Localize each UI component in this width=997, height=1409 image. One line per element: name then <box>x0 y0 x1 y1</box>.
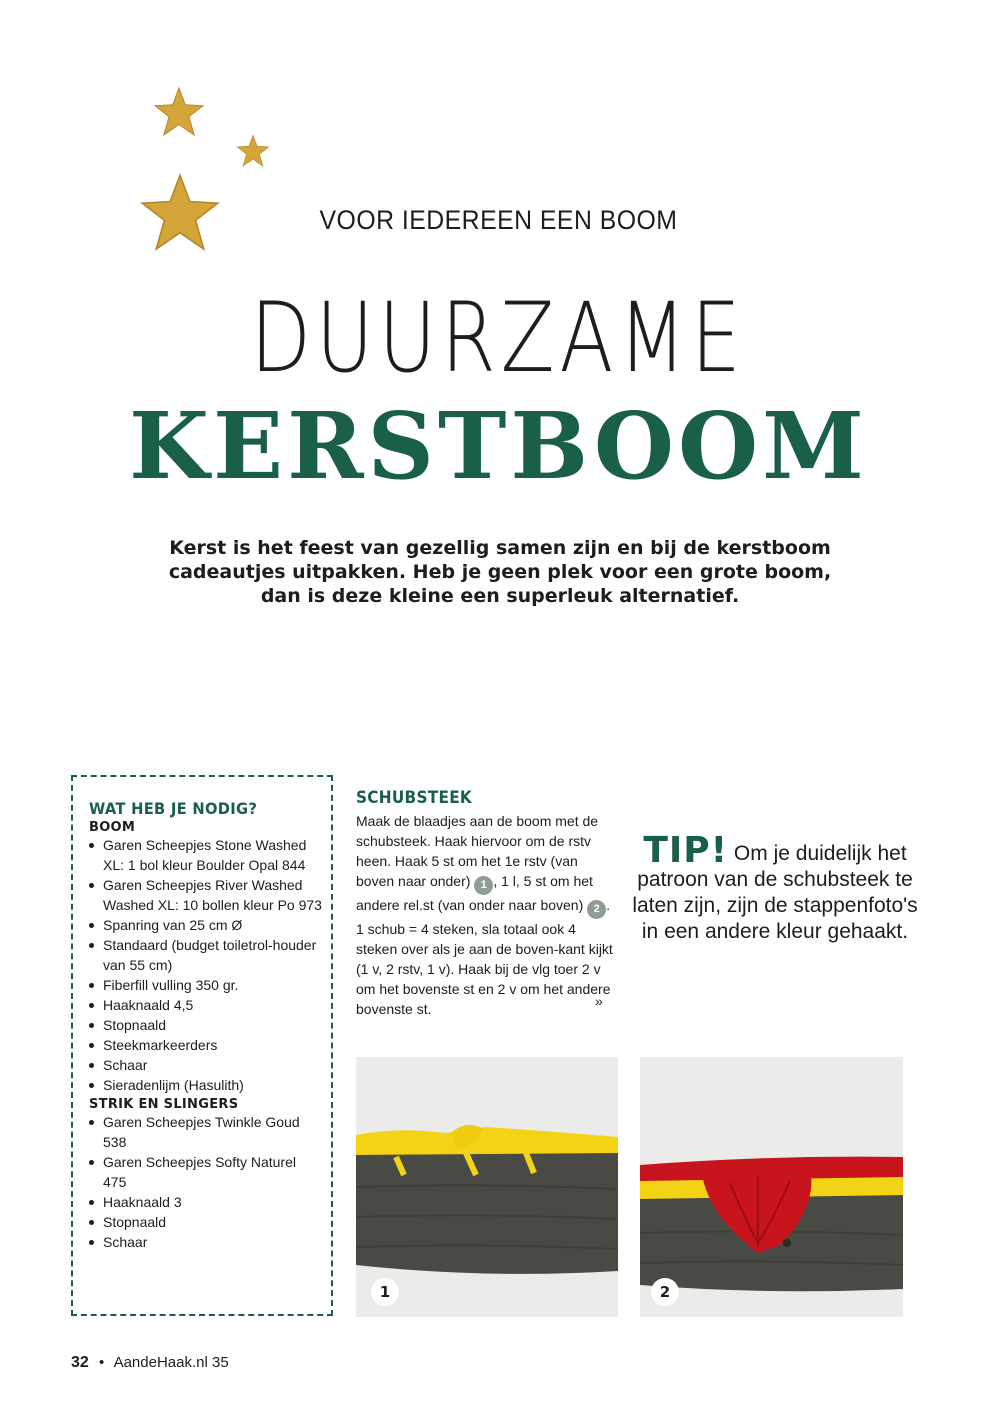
schubsteek-text-part: . 1 schub = 4 steken, sla totaal ook 4 steken over als je aan de boven-kant kijkt (1 v, 2 rstv, 1 v). Haak bij de vlg toer 2 v om het bovenste st en 2 v om het andere bovenste st. <box>356 897 613 1017</box>
step-badge: 2 <box>587 900 606 919</box>
list-item: Steekmarkeerders <box>89 1035 323 1055</box>
list-item: Garen Scheepjes River Washed Washed XL: 10 bollen kleur Po 973 <box>89 875 323 915</box>
section-heading: STRIK EN SLINGERS <box>89 1097 239 1112</box>
publication-name: AandeHaak.nl 35 <box>113 1354 229 1371</box>
page-number: 32 <box>71 1354 89 1371</box>
materials-box <box>71 775 333 1316</box>
materials-list-strik <box>89 1112 323 1252</box>
schubsteek-text-part: , 1 l, 5 st om het andere rel.st (van onder naar boven) <box>356 873 593 913</box>
schubsteek-text-part: Maak de blaadjes aan de boom met de schubsteek. Haak hiervoor om de rstv heen. Haak 5 st om het 1e rstv (van boven naar onder) <box>356 813 599 889</box>
list-item: Spanring van 25 cm Ø <box>89 915 323 935</box>
tip-box <box>630 830 920 945</box>
step-badge: 1 <box>474 876 493 895</box>
photo-number: 2 <box>651 1278 679 1306</box>
step-photo-2 <box>640 1057 903 1317</box>
page-title-line-1: DUURZAME <box>250 282 747 394</box>
article-kicker: VOOR IEDEREEN EEN BOOM <box>319 205 678 235</box>
crochet-sample-red-image <box>640 1057 903 1317</box>
gold-star-icon <box>152 86 206 138</box>
list-item: Sieradenlijm (Hasulith) <box>89 1075 323 1095</box>
footer-separator: • <box>98 1354 105 1371</box>
schubsteek-text <box>356 811 618 1019</box>
materials-list-boom <box>89 835 323 1095</box>
list-item: Fiberfill vulling 350 gr. <box>89 975 323 995</box>
list-item: Stopnaald <box>89 1212 323 1232</box>
schubsteek-heading: SCHUBSTEEK <box>356 788 473 808</box>
materials-title: WAT HEB JE NODIG? <box>89 799 258 818</box>
step-photo-1 <box>356 1057 618 1317</box>
gold-star-icon <box>236 134 270 168</box>
list-item: Haaknaald 4,5 <box>89 995 323 1015</box>
tip-text: Om je duidelijk het patroon van de schubsteek te laten zijn, zijn de stappenfoto's in een andere kleur gehaakt. <box>632 842 918 943</box>
page-footer <box>71 1354 229 1372</box>
list-item: Stopnaald <box>89 1015 323 1035</box>
intro-paragraph: Kerst is het feest van gezellig samen zijn en bij de kerstboom cadeautjes uitpakken. Heb je geen plek voor een grote boom, dan is deze kleine een superleuk alternatief. <box>168 537 832 607</box>
list-item: Garen Scheepjes Stone Washed XL: 1 bol kleur Boulder Opal 844 <box>89 835 323 875</box>
continue-arrow: » <box>595 993 603 1009</box>
tip-label: TIP! <box>643 830 729 871</box>
list-item: Haaknaald 3 <box>89 1192 323 1212</box>
list-item: Standaard (budget toiletrol-houder van 55 cm) <box>89 935 323 975</box>
list-item: Schaar <box>89 1232 323 1252</box>
page-title-line-2: KERSTBOOM <box>128 392 869 500</box>
list-item: Garen Scheepjes Twinkle Goud 538 <box>89 1112 323 1152</box>
list-item: Schaar <box>89 1055 323 1075</box>
section-heading: BOOM <box>89 820 136 835</box>
crochet-sample-yellow-image <box>356 1057 618 1317</box>
photo-number: 1 <box>371 1278 399 1306</box>
list-item: Garen Scheepjes Softy Naturel 475 <box>89 1152 323 1192</box>
